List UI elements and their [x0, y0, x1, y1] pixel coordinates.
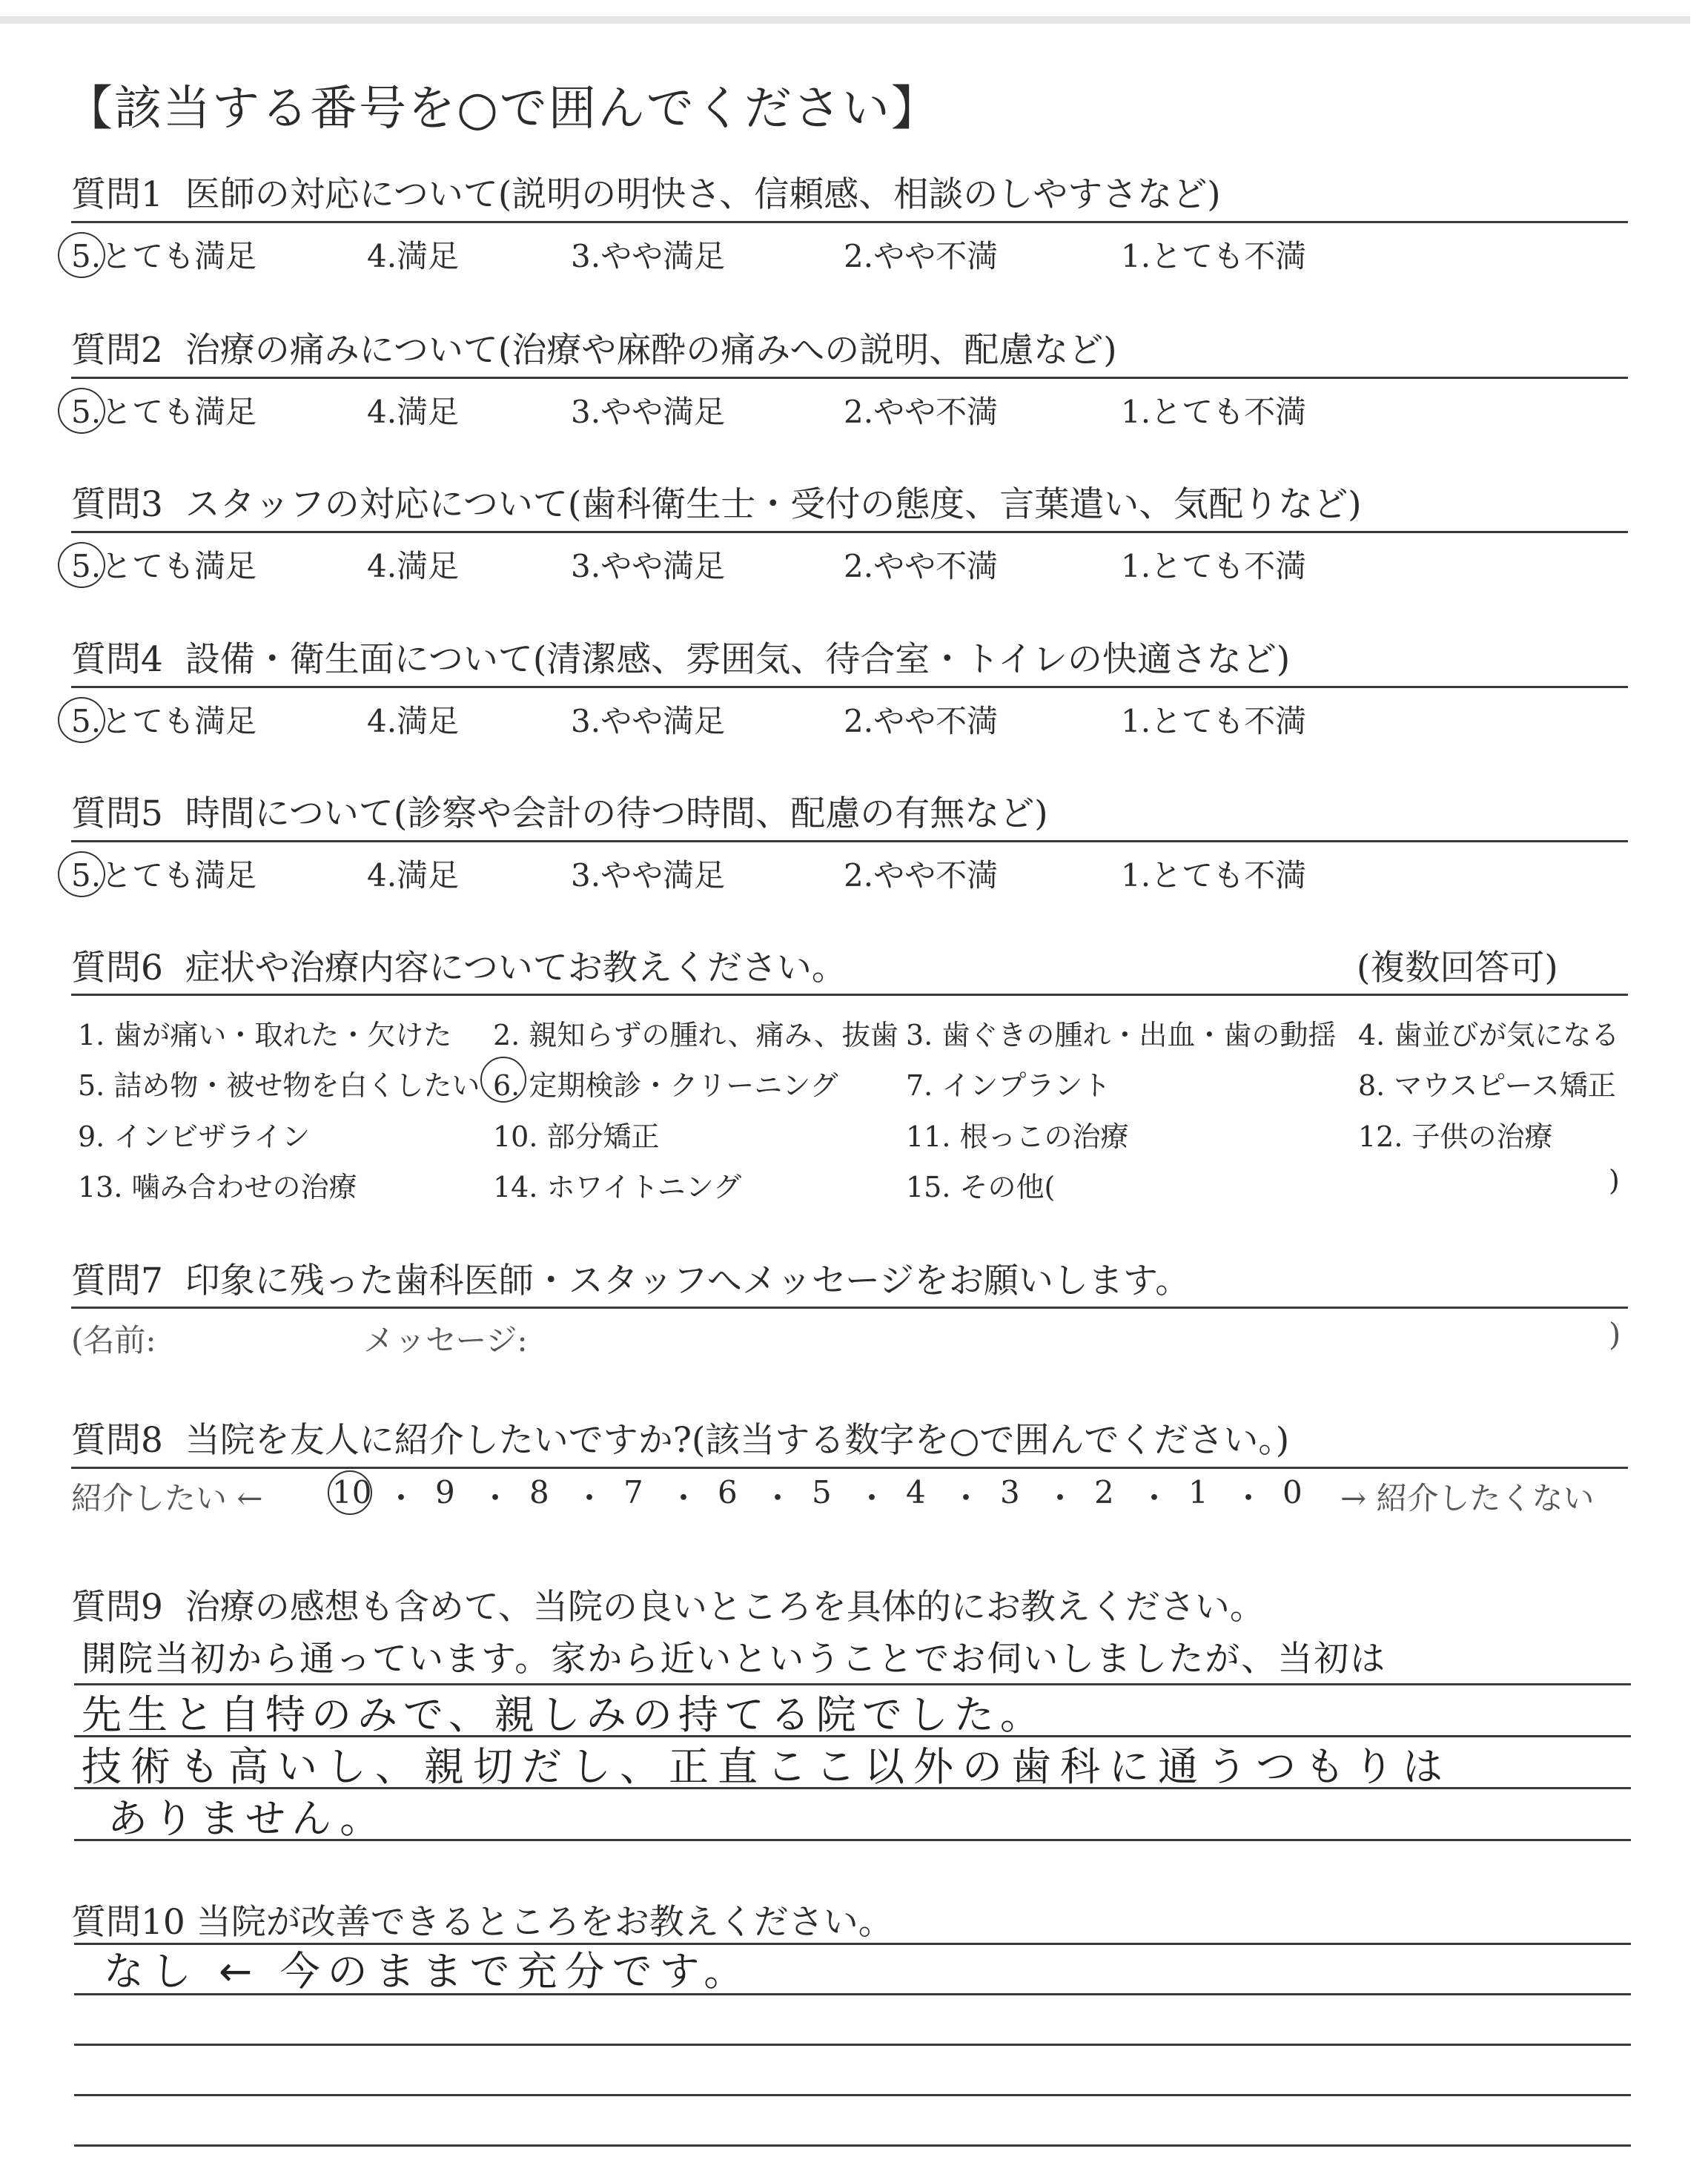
- q6-option-4[interactable]: 4. 歯並びが気になる: [1358, 1019, 1620, 1051]
- q8-scale-7[interactable]: 7: [623, 1474, 643, 1510]
- q2-label: 質問2: [71, 330, 163, 371]
- q5-text: 時間について(診察や会計の待つ時間、配慮の有無など): [185, 793, 1048, 834]
- q2-title: [71, 323, 1117, 372]
- q7-message-label: メッセージ:: [363, 1322, 528, 1358]
- q8-scale-6[interactable]: 6: [718, 1474, 738, 1510]
- q10-answer-rule: [74, 2094, 1631, 2096]
- q9-title: [71, 1579, 1265, 1629]
- q6-rule: [71, 994, 1628, 996]
- q6-option-1[interactable]: 1. 歯が痛い・取れた・欠けた: [78, 1019, 452, 1051]
- q6-option-3[interactable]: 3. 歯ぐきの腫れ・出血・歯の動揺: [906, 1019, 1337, 1051]
- q8-scale-3[interactable]: 3: [1000, 1474, 1020, 1510]
- q1-option-5[interactable]: 5.とても満足: [71, 238, 257, 274]
- q10-title: [71, 1895, 893, 1944]
- q2-selected-circle[interactable]: [58, 388, 105, 434]
- q6-option-2[interactable]: 2. 親知らずの腫れ、痛み、抜歯: [493, 1019, 898, 1051]
- page-header: 【該当する番号を○で囲んでください】: [65, 82, 940, 136]
- q2-text: 治療の痛みについて(治療や麻酔の痛みへの説明、配慮など): [185, 330, 1117, 371]
- q8-scale-2[interactable]: 2: [1094, 1474, 1114, 1510]
- q3-option-3[interactable]: 3.やや満足: [571, 548, 726, 584]
- q5-title: [71, 786, 1048, 836]
- q8-separator: ・: [856, 1480, 888, 1516]
- q9-answer-line: ありません。: [107, 1795, 386, 1842]
- q3-rule: [71, 531, 1628, 533]
- q2-rule: [71, 377, 1628, 379]
- q6-option-11[interactable]: 11. 根っこの治療: [906, 1120, 1129, 1153]
- q10-answer-line: なし ← 今のままで充分です。: [104, 1948, 752, 1995]
- q2-option-1[interactable]: 1.とても不満: [1121, 394, 1307, 430]
- q5-option-4[interactable]: 4.満足: [367, 857, 460, 894]
- q6-title: [71, 940, 847, 990]
- q4-title: [71, 632, 1290, 681]
- q4-option-4[interactable]: 4.満足: [367, 703, 460, 739]
- q7-title: [71, 1253, 1190, 1303]
- q8-scale-8[interactable]: 8: [529, 1474, 549, 1510]
- q6-other-close-paren: ): [1609, 1164, 1620, 1197]
- q10-label: 質問10: [71, 1902, 185, 1943]
- q2-option-3[interactable]: 3.やや満足: [571, 394, 726, 430]
- q8-separator: ・: [574, 1480, 606, 1516]
- q5-label: 質問5: [71, 793, 163, 834]
- q2-option-5[interactable]: 5.とても満足: [71, 394, 257, 430]
- q10-text: 当院が改善できるところをお教えください。: [196, 1902, 893, 1943]
- q8-label: 質問8: [71, 1420, 163, 1461]
- q6-option-7[interactable]: 7. インプラント: [906, 1069, 1111, 1102]
- q1-title: [71, 167, 1221, 217]
- q5-option-5[interactable]: 5.とても満足: [71, 857, 257, 894]
- q8-separator: ・: [1233, 1480, 1265, 1516]
- q6-option-6[interactable]: 6. 定期検診・クリーニング: [493, 1069, 838, 1102]
- q5-selected-circle[interactable]: [58, 851, 105, 897]
- q1-option-4[interactable]: 4.満足: [367, 238, 460, 274]
- scan-top-edge: [0, 16, 1690, 24]
- q1-option-3[interactable]: 3.やや満足: [571, 238, 726, 274]
- q9-answer-line: 先生と自特のみで、親しみの持てる院でした。: [82, 1691, 1046, 1738]
- q1-text: 医師の対応について(説明の明快さ、信頼感、相談のしやすさなど): [185, 174, 1221, 215]
- q2-option-2[interactable]: 2.やや不満: [844, 394, 999, 430]
- q8-separator: ・: [1139, 1480, 1171, 1516]
- q6-option-8[interactable]: 8. マウスピース矯正: [1358, 1069, 1616, 1102]
- q4-option-5[interactable]: 5.とても満足: [71, 703, 257, 739]
- q7-text: 印象に残った歯科医師・スタッフへメッセージをお願いします。: [185, 1261, 1191, 1301]
- q6-label: 質問6: [71, 948, 163, 988]
- q6-option-10[interactable]: 10. 部分矯正: [493, 1120, 660, 1153]
- q8-scale-10[interactable]: 10: [332, 1474, 372, 1510]
- q8-text: 当院を友人に紹介したいですか?(該当する数字を○で囲んでください。): [185, 1420, 1290, 1461]
- q8-rule: [71, 1467, 1628, 1469]
- q3-selected-circle[interactable]: [58, 542, 105, 588]
- q3-text: スタッフの対応について(歯科衛生士・受付の態度、言葉遣い、気配りなど): [185, 484, 1362, 525]
- q4-text: 設備・衛生面について(清潔感、雰囲気、待合室・トイレの快適さなど): [185, 639, 1291, 680]
- q4-label: 質問4: [71, 639, 163, 680]
- q3-option-2[interactable]: 2.やや不満: [844, 548, 999, 584]
- q6-text: 症状や治療内容についてお教えください。: [185, 948, 847, 988]
- q8-separator: ・: [668, 1480, 700, 1516]
- q6-option-12[interactable]: 12. 子供の治療: [1358, 1120, 1553, 1153]
- q3-title: [71, 477, 1362, 526]
- q5-rule: [71, 840, 1628, 842]
- q8-scale-4[interactable]: 4: [906, 1474, 926, 1510]
- q8-selected-circle[interactable]: [328, 1470, 372, 1515]
- q8-separator: ・: [480, 1480, 512, 1516]
- q1-selected-circle[interactable]: [58, 232, 105, 278]
- q8-scale-1[interactable]: 1: [1188, 1474, 1208, 1510]
- q1-rule: [71, 221, 1628, 223]
- q9-text: 治療の感想も含めて、当院の良いところを具体的にお教えください。: [185, 1587, 1265, 1628]
- q8-scale-9[interactable]: 9: [435, 1474, 455, 1510]
- q9-label: 質問9: [71, 1587, 163, 1628]
- q6-note: (複数回答可): [1357, 948, 1558, 988]
- q8-separator: ・: [762, 1480, 794, 1516]
- q7-label: 質問7: [71, 1261, 163, 1301]
- q4-selected-circle[interactable]: [58, 697, 105, 743]
- q4-option-3[interactable]: 3.やや満足: [571, 703, 726, 739]
- q9-answer-line: 開院当初から通っています。家から近いということでお伺いしましたが、当初は: [82, 1639, 1387, 1680]
- q6-option-5[interactable]: 5. 詰め物・被せ物を白くしたい: [78, 1069, 480, 1102]
- q3-option-1[interactable]: 1.とても不満: [1121, 548, 1307, 584]
- q8-title: [71, 1413, 1289, 1462]
- q6-option-15[interactable]: 15. その他(: [906, 1171, 1056, 1203]
- q1-option-2[interactable]: 2.やや不満: [844, 238, 999, 274]
- q6-option-13[interactable]: 13. 噛み合わせの治療: [78, 1171, 357, 1203]
- q8-left-label: 紹介したい ←: [71, 1480, 263, 1516]
- q10-answer-rule: [74, 2044, 1631, 2046]
- q5-option-2[interactable]: 2.やや不満: [844, 857, 999, 894]
- q1-label: 質問1: [71, 174, 163, 215]
- q6-option-9[interactable]: 9. インビザライン: [78, 1120, 311, 1153]
- q5-option-3[interactable]: 3.やや満足: [571, 857, 726, 894]
- q1-option-1[interactable]: 1.とても不満: [1121, 238, 1307, 274]
- q7-name-label: (名前:: [71, 1322, 156, 1358]
- q8-separator: ・: [1045, 1480, 1076, 1516]
- q2-option-4[interactable]: 4.満足: [367, 394, 460, 430]
- q7-rule: [71, 1307, 1628, 1309]
- q10-answer-rule: [74, 2144, 1631, 2147]
- q9-answer-line: 技術も高いし、親切だし、正直ここ以外の歯科に通うつもりは: [82, 1743, 1452, 1790]
- q3-option-5[interactable]: 5.とても満足: [71, 548, 257, 584]
- q7-close-paren: ): [1609, 1316, 1621, 1353]
- q4-rule: [71, 686, 1628, 688]
- q3-label: 質問3: [71, 484, 163, 525]
- q4-option-1[interactable]: 1.とても不満: [1121, 703, 1307, 739]
- q8-scale-0[interactable]: 0: [1282, 1474, 1302, 1510]
- q5-option-1[interactable]: 1.とても不満: [1121, 857, 1307, 894]
- q8-scale-5[interactable]: 5: [812, 1474, 832, 1510]
- q6-selected-circle[interactable]: [480, 1057, 526, 1103]
- q6-option-14[interactable]: 14. ホワイトニング: [493, 1171, 742, 1203]
- q8-separator: ・: [385, 1480, 417, 1516]
- q8-right-label: → 紹介したくない: [1340, 1480, 1595, 1516]
- q4-option-2[interactable]: 2.やや不満: [844, 703, 999, 739]
- q3-option-4[interactable]: 4.満足: [367, 548, 460, 584]
- q8-separator: ・: [950, 1480, 982, 1516]
